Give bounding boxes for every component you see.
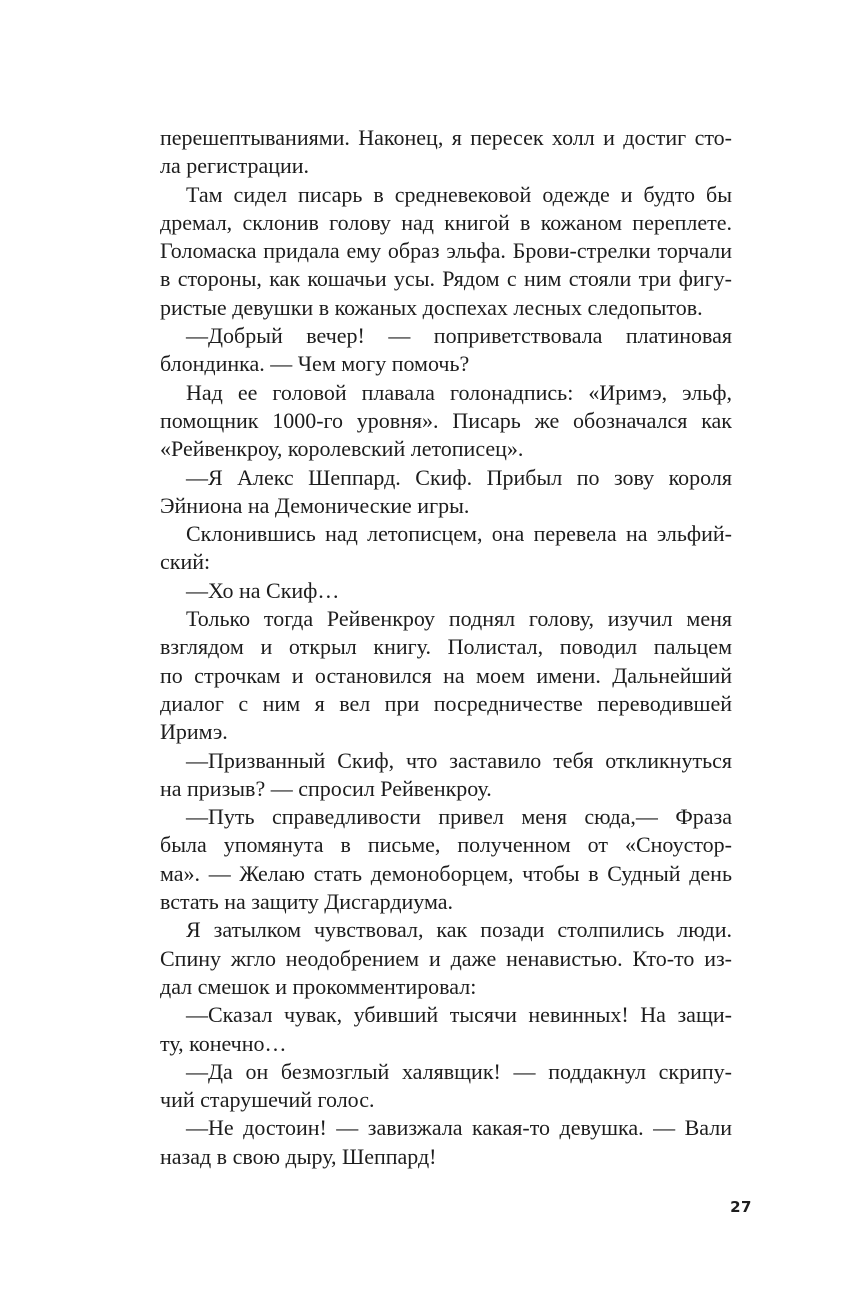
text-line: на призыв? — спросил Рейвенкроу.	[160, 775, 492, 801]
text-line: «Рейвенкроу, королевский летописец».	[160, 436, 524, 462]
text-line: блондинка. — Чем могу помочь?	[160, 351, 470, 377]
page-number: 27	[730, 1198, 752, 1216]
text-line: Там сидел писарь в средневековой одежде и будто бы	[186, 181, 732, 207]
text-line: —Не достоин! — завизжала какая-то девушка. — Вали	[186, 1115, 732, 1141]
text-line: —Хо на Скиф…	[186, 577, 340, 603]
text-line: Эйниона на Демонические игры.	[160, 492, 470, 518]
text-line: —Сказал чувак, убивший тысячи невинных! На защи-	[186, 1002, 732, 1028]
text-line: ма». — Желаю стать демоноборцем, чтобы в Судный день	[160, 860, 732, 886]
text-line: Иримэ.	[160, 719, 228, 745]
text-line: взглядом и открыл книгу. Полистал, поводил пальцем	[160, 634, 732, 660]
text-line: по строчкам и остановился на моем имени. Дальнейший	[160, 662, 732, 688]
text-line: дал смешок и прокомментировал:	[160, 973, 477, 999]
text-line: ла регистрации.	[160, 153, 310, 179]
text-line: помощник 1000-го уровня». Писарь же обозначался как	[160, 407, 732, 433]
text-line: —Я Алекс Шеппард. Скиф. Прибыл по зову короля	[186, 464, 732, 490]
body-text	[160, 124, 732, 1171]
text-line: назад в свою дыру, Шеппард!	[160, 1143, 437, 1169]
text-line: в стороны, как кошачьи усы. Рядом с ним стояли три фигу-	[160, 266, 732, 292]
text-line: —Путь справедливости привел меня сюда,— Фраза	[186, 804, 732, 830]
text-line: диалог с ним я вел при посредничестве переводившей	[160, 690, 732, 716]
text-line: Только тогда Рейвенкроу поднял голову, изучил меня	[186, 606, 732, 632]
text-line: —Добрый вечер! — поприветствовала платиновая	[186, 323, 732, 349]
text-line: ту, конечно…	[160, 1030, 287, 1056]
text-line: перешептываниями. Наконец, я пересек холл и достиг сто-	[160, 125, 732, 150]
text-line: Голомаска придала ему образ эльфа. Брови-стрелки торчали	[160, 238, 732, 264]
text-line: Над ее головой плавала голонадпись: «Иримэ, эльф,	[186, 379, 732, 405]
text-line: —Да он безмозглый халявщик! — поддакнул скрипу-	[186, 1058, 732, 1084]
text-line: встать на защиту Дисгардиума.	[160, 889, 454, 915]
text-line: —Призванный Скиф, что заставило тебя откликнуться	[186, 747, 732, 773]
text-line: дремал, склонив голову над книгой в кожаном переплете.	[160, 209, 732, 235]
text-line: Я затылком чувствовал, как позади столпились люди.	[186, 917, 732, 943]
text-line: Склонившись над летописцем, она перевела на эльфий-	[186, 521, 732, 547]
text-line: ский:	[160, 549, 211, 575]
text-line: Спину жгло неодобрением и даже ненавистью. Кто-то из-	[160, 945, 732, 971]
text-line: была упомянута в письме, полученном от «Сноустор-	[160, 832, 732, 858]
text-line: ристые девушки в кожаных доспехах лесных следопытов.	[160, 294, 703, 320]
text-line: чий старушечий голос.	[160, 1087, 375, 1113]
